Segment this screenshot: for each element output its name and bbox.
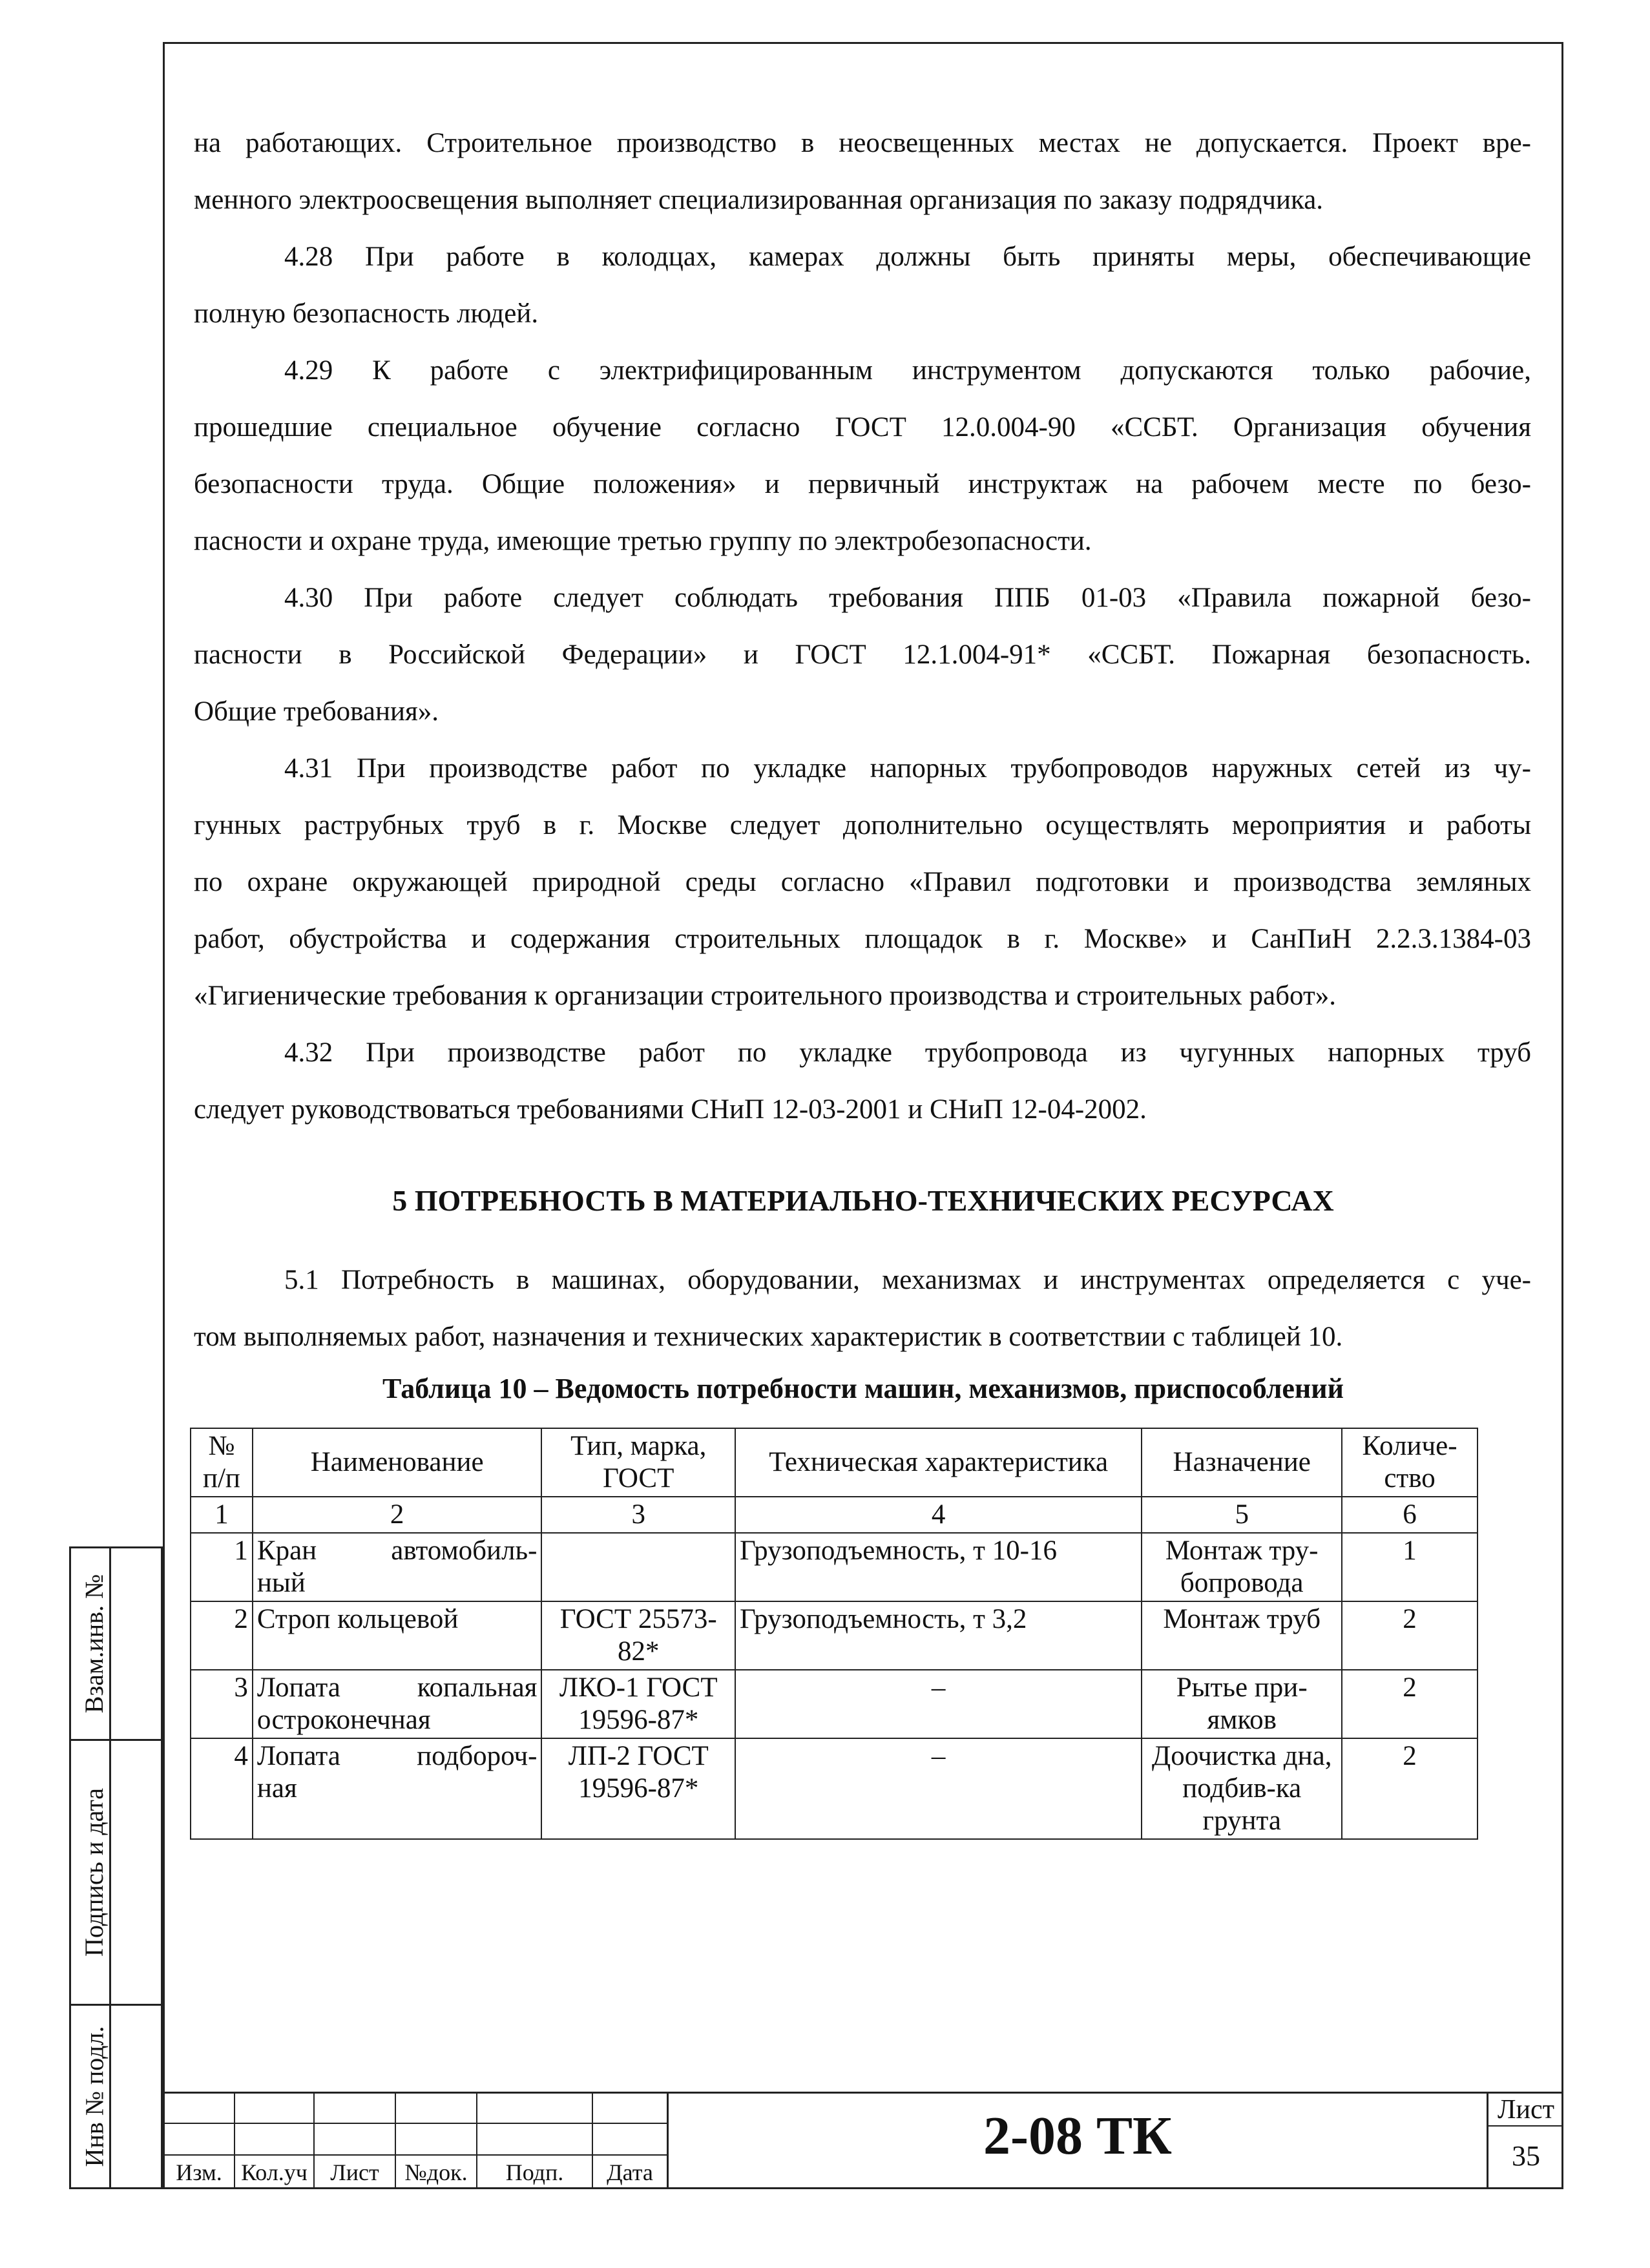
table-row [191, 1533, 1478, 1601]
name-line: остроконечная [256, 1705, 431, 1735]
cell-name [253, 1601, 542, 1670]
paragraph-4-31 [194, 740, 1531, 1025]
tb-rule [163, 2123, 667, 2124]
cell-purpose: Рытье при-ямков [1142, 1670, 1342, 1738]
table-header-row [191, 1428, 1478, 1497]
sheet-number: 35 [1512, 2140, 1540, 2172]
side-stamp [69, 1546, 163, 2189]
cell-purpose: Монтаж тру-бопровода [1142, 1533, 1342, 1601]
side-label-vzam: Взам.инв. № [79, 1574, 109, 1714]
paragraph-5-1 [194, 1252, 1531, 1366]
text-line: на работающих. Строительное производство в неосвещенных местах не допускается. Проект вре- [194, 128, 1531, 158]
table-caption: Таблица 10 – Ведомость потребности машин, механизмов, приспособлений [382, 1373, 1344, 1404]
header-name: Наименование [253, 1428, 542, 1497]
cell-quantity: 2 [1342, 1670, 1478, 1738]
paragraph-4-32 [194, 1025, 1531, 1138]
cell-quantity: 2 [1342, 1601, 1478, 1670]
cell-type: ЛП-2 ГОСТ 19596-87* [541, 1738, 735, 1839]
name-line: ная [256, 1773, 297, 1804]
text-line: 4.29 К работе с электрифицированным инструментом допускаются только рабочие, [284, 355, 1531, 386]
header-quantity: Количе-ство [1342, 1428, 1478, 1497]
name-line: Лопата подбороч- [256, 1741, 538, 1771]
cell-characteristic: – [735, 1670, 1142, 1738]
cell-type: ЛКО-1 ГОСТ 19596-87* [541, 1670, 735, 1738]
paragraph-lighting [194, 115, 1531, 229]
text-line: 4.31 При производстве работ по укладке напорных трубопроводов наружных сетей из чу- [284, 753, 1531, 784]
cell-type: ГОСТ 25573-82* [541, 1601, 735, 1670]
side-label-inv: Инв № подл. [79, 2026, 109, 2167]
text-line: прошедшие специальное обучение согласно ГОСТ 12.0.004-90 «ССБТ. Организация обучения [194, 412, 1531, 442]
side-cell-vzam [69, 1546, 163, 1741]
cell-quantity: 2 [1342, 1738, 1478, 1839]
text-line: полную безопасность людей. [194, 298, 539, 329]
tb-rule [1487, 2125, 1563, 2127]
cell-characteristic: – [735, 1738, 1142, 1839]
text-line: «Гигиенические требования к организации строительного производства и строительных работ». [194, 981, 1336, 1011]
text-line: безопасности труда. Общие положения» и первичный инструктаж на рабочем месте по безо- [194, 469, 1531, 499]
paragraph-4-30 [194, 570, 1531, 740]
side-label-podpis: Подпись и дата [79, 1787, 109, 1957]
name-line: ный [256, 1568, 306, 1598]
col-number: 1 [191, 1497, 253, 1533]
text-line: следует руководствоваться требованиями СНиП 12-03-2001 и СНиП 12-04-2002. [194, 1094, 1147, 1125]
text-line: гунных раструбных труб в г. Москве следует дополнительно осуществлять мероприятия и работы [194, 810, 1531, 840]
tb-col-ndok: №док. [404, 2159, 468, 2185]
text-line: 4.28 При работе в колодцах, камерах должны быть приняты меры, обеспечивающие [284, 242, 1531, 272]
cell-name [253, 1738, 542, 1839]
cell-name [253, 1670, 542, 1738]
text-line: работ, обустройства и содержания строительных площадок в г. Москве» и СанПиН 2.2.3.1384-03 [194, 924, 1531, 954]
cell-type [541, 1533, 735, 1601]
title-block [163, 2092, 1563, 2189]
tb-rule [163, 2154, 667, 2156]
section-title: 5 ПОТРЕБНОСТЬ В МАТЕРИАЛЬНО-ТЕХНИЧЕСКИХ РЕСУРСАХ [392, 1184, 1334, 1217]
cell-number: 4 [191, 1738, 253, 1839]
cell-purpose: Монтаж труб [1142, 1601, 1342, 1670]
table-row [191, 1670, 1478, 1738]
name-line: Лопата копальная [256, 1672, 538, 1703]
text-line: пасности и охране труда, имеющие третью группу по электробезопасности. [194, 526, 1092, 556]
text-line: 4.30 При работе следует соблюдать требования ППБ 01-03 «Правила пожарной безо- [284, 583, 1531, 613]
text-line: 4.32 При производстве работ по укладке трубопровода из чугунных напорных труб [284, 1037, 1531, 1068]
header-type: Тип, марка, ГОСТ [541, 1428, 735, 1497]
paragraph-4-28 [194, 229, 1531, 342]
cell-purpose: Доочистка дна, подбив-ка грунта [1142, 1738, 1342, 1839]
header-number: № п/п [191, 1428, 253, 1497]
text-line: менного электроосвещения выполняет специализированная организация по заказу подрядчика. [194, 185, 1324, 215]
cell-number: 1 [191, 1533, 253, 1601]
text-line: 5.1 Потребность в машинах, оборудовании, механизмах и инструментах определяется с уче- [284, 1265, 1531, 1295]
cell-number: 2 [191, 1601, 253, 1670]
side-cell-inv [69, 2004, 163, 2189]
tb-col-podp: Подп. [505, 2159, 564, 2185]
cell-number: 3 [191, 1670, 253, 1738]
text-line: пасности в Российской Федерации» и ГОСТ 12.1.004-91* «ССБТ. Пожарная безопасность. [194, 640, 1531, 670]
col-number: 4 [735, 1497, 1142, 1533]
cell-name [253, 1533, 542, 1601]
equipment-table [190, 1428, 1478, 1840]
column-number-row [191, 1497, 1478, 1533]
name-line: Кран автомобиль- [256, 1535, 538, 1566]
strip-divider [109, 1546, 111, 2189]
col-number: 2 [253, 1497, 542, 1533]
tb-col-kol: Кол.уч [241, 2159, 308, 2185]
paragraph-4-29 [194, 342, 1531, 570]
tb-rule [163, 2092, 1563, 2094]
col-number: 3 [541, 1497, 735, 1533]
document-code: 2-08 ТК [983, 2106, 1172, 2166]
tb-col-izm: Изм. [176, 2159, 222, 2185]
col-number: 5 [1142, 1497, 1342, 1533]
text-line: по охране окружающей природной среды согласно «Правил подготовки и производства земляных [194, 867, 1531, 897]
cell-characteristic: Грузоподъемность, т 3,2 [735, 1601, 1142, 1670]
col-number: 6 [1342, 1497, 1478, 1533]
text-line: том выполняемых работ, назначения и технических характеристик в соответствии с таблицей 10. [194, 1322, 1343, 1352]
tb-col-list: Лист [330, 2159, 379, 2185]
tb-col-data: Дата [607, 2159, 653, 2185]
table-row [191, 1601, 1478, 1670]
side-cell-podpis [69, 1739, 163, 2006]
header-purpose: Назначение [1142, 1428, 1342, 1497]
cell-quantity: 1 [1342, 1533, 1478, 1601]
text-line: Общие требования». [194, 696, 439, 727]
name-line: Строп кольцевой [256, 1604, 459, 1634]
cell-characteristic: Грузоподъемность, т 10-16 [735, 1533, 1142, 1601]
sheet-label: Лист [1498, 2095, 1554, 2125]
header-characteristic: Техническая характеристика [735, 1428, 1142, 1497]
table-row [191, 1738, 1478, 1839]
